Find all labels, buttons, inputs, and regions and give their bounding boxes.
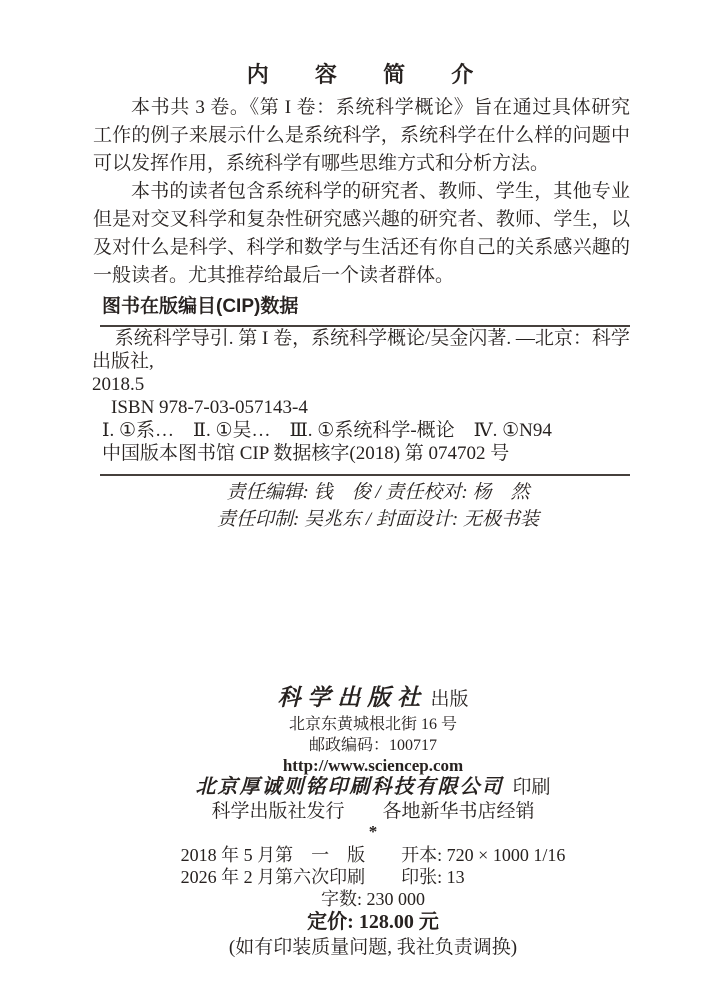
page-title: 内 容 简 介 (246, 62, 486, 87)
cip-title-line: 系统科学导引. 第 I 卷，系统科学概论/吴金闪著. —北京：科学出版社, (92, 328, 630, 372)
asterisk-divider: * (368, 822, 378, 841)
publisher-line (26, 684, 720, 714)
publisher-url: http://www.sciencep.com (282, 756, 464, 775)
publisher-address: 北京东黄城根北街 16 号 (288, 716, 457, 733)
edition-first-line: 2018 年 5 月第 一 版 开本: 720 × 1000 1/16 (180, 845, 566, 865)
edition-printing-line: 2026 年 2 月第六次印刷 印张: 13 (180, 867, 465, 887)
cip-header: 图书在版编目(CIP)数据 (102, 296, 299, 317)
intro-paragraph-1: 本书共 3 卷。《第 I 卷：系统科学概论》旨在通过具体研究工作的例子来展示什么是系统科学，系统科学在什么样的问题中可以发挥作用，系统科学有哪些思维方式和分析方法。 (93, 97, 630, 174)
science-press-logo: 科学出版社 (277, 685, 428, 710)
printer-label: 印刷 (512, 777, 551, 798)
cip-date-line: 2018.5 (92, 374, 145, 395)
staff-printing-line: 责任印制: 吴兆东 / 封面设计: 无极书装 (217, 509, 539, 530)
cip-divider-bottom (100, 474, 630, 476)
publisher-postcode: 邮政编码：100717 (308, 737, 437, 754)
colophon-section (26, 684, 720, 961)
distribution-line: 科学出版社发行 各地新华书店经销 (211, 801, 535, 822)
word-count-line: 字数: 230 000 (320, 889, 425, 909)
printer-line (26, 775, 720, 800)
staff-credits (36, 479, 720, 533)
printer-company-name: 北京厚诚则铭印刷科技有限公司 (195, 776, 504, 798)
cip-section (92, 295, 630, 476)
price-line: 定价: 128.00 元 (307, 911, 439, 933)
cip-classification: Ⅰ. ①系… Ⅱ. ①吴… Ⅲ. ①系统科学-概论 Ⅳ. ①N94 (102, 420, 552, 441)
intro-section (93, 94, 630, 290)
staff-editor-line: 责任编辑: 钱 俊 / 责任校对: 杨 然 (226, 482, 530, 503)
cip-registry-number: 中国版本图书馆 CIP 数据核字(2018) 第 074702 号 (102, 443, 510, 464)
intro-paragraph-2: 本书的读者包含系统科学的研究者、教师、学生，其他专业但是对交叉科学和复杂性研究感兴趣的研究者、教师、学生，以及对什么是科学、科学和数学与生活还有你自己的关系感兴趣的一般读者。尤其推荐给最后一个读者群体。 (93, 181, 630, 286)
edition-block (26, 844, 720, 888)
quality-notice: (如有印装质量问题, 我社负责调换) (228, 937, 518, 958)
publish-label: 出版 (430, 689, 469, 710)
edition-lines (181, 844, 566, 888)
cip-isbn: ISBN 978-7-03-057143-4 (111, 397, 308, 418)
